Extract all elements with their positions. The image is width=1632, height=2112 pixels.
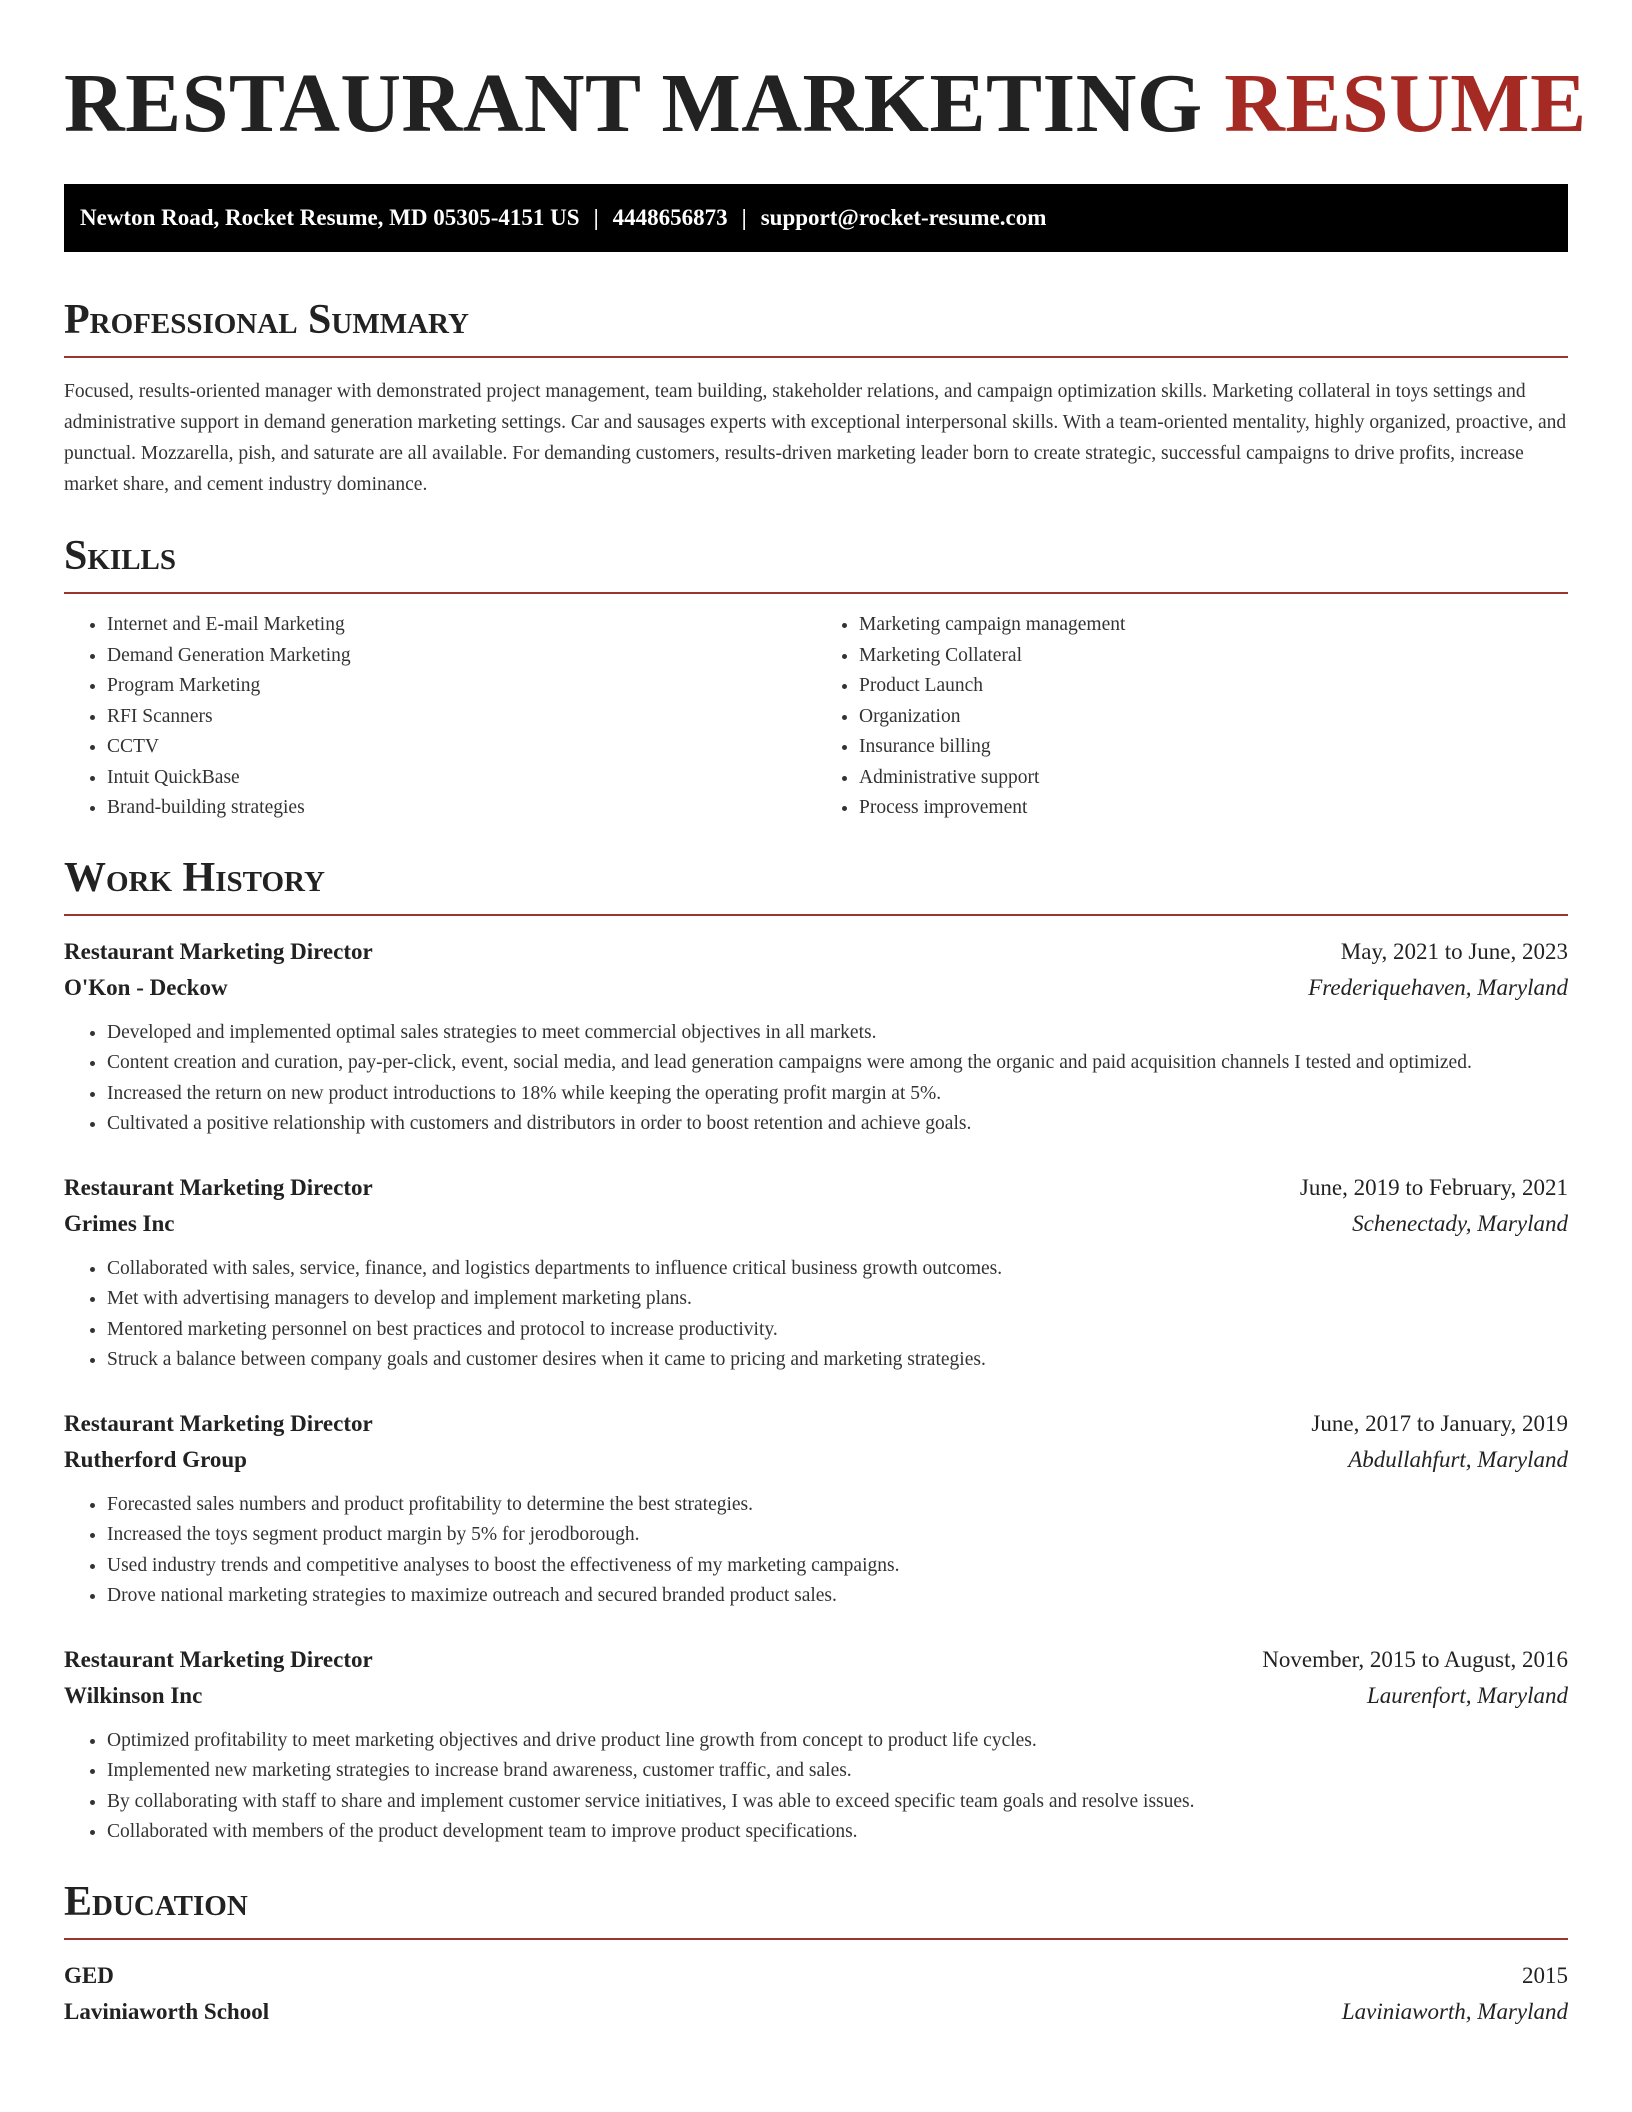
skill-item: • Process improvement xyxy=(859,793,1568,824)
education-degree-row xyxy=(64,1958,1568,1994)
summary-text: Focused, results-oriented manager with demonstrated project management, team building, stakeholder relations, and campaign optimization skills. Marketing collateral in toys settings and administrative support in demand generation marketing settings. Car and sausages experts with exceptional interpersonal skills. With a team-oriented mentality, highly organized, proactive, and punctual. Mozzarella, pish, and saturate are all available. For demanding customers, results-driven marketing leader born to create strategic, successful campaigns to drive profits, increase market share, and cement industry dominance. xyxy=(64,381,1567,495)
skill-item: • Demand Generation Marketing xyxy=(107,641,816,672)
education-school: Laviniaworth School xyxy=(64,1998,270,2024)
job-bullet: • Drove national marketing strategies to maximize outreach and secured branded product sales. xyxy=(107,1581,1568,1612)
contact-bar xyxy=(64,184,1568,252)
education-location: Laviniaworth, Maryland xyxy=(1341,1998,1568,2024)
resume-title xyxy=(64,56,1587,152)
contact-phone: 4448656873 xyxy=(612,205,728,230)
job-dates: November, 2015 to August, 2016 xyxy=(1262,1646,1568,1672)
job-header-row xyxy=(64,1642,1568,1678)
title-accent: RESUME xyxy=(1224,57,1587,150)
job-bullets xyxy=(64,1726,1568,1848)
job-title: Restaurant Marketing Director xyxy=(64,938,373,964)
skills-columns xyxy=(64,610,1568,824)
job-bullet: • Increased the toys segment product margin by 5% for jerodborough. xyxy=(107,1520,1568,1551)
education-section xyxy=(64,1878,1568,2030)
job-bullet: • Collaborated with members of the product development team to improve product specifications. xyxy=(107,1817,1568,1848)
work-history-heading: Work History xyxy=(64,854,1568,916)
contact-email: support@rocket-resume.com xyxy=(760,205,1047,230)
summary-section xyxy=(64,296,1568,500)
work-history-section xyxy=(64,854,1568,1848)
skill-item: • Brand-building strategies xyxy=(107,793,816,824)
skill-item: • Program Marketing xyxy=(107,671,816,702)
job-location: Schenectady, Maryland xyxy=(1352,1210,1568,1236)
job-company-row xyxy=(64,970,1568,1006)
job-header-row xyxy=(64,934,1568,970)
skill-item: • Administrative support xyxy=(859,763,1568,794)
job-bullet: • Met with advertising managers to develop and implement marketing plans. xyxy=(107,1284,1568,1315)
job-title: Restaurant Marketing Director xyxy=(64,1410,373,1436)
job-bullet: • Increased the return on new product introductions to 18% while keeping the operating profit margin at 5%. xyxy=(107,1079,1568,1110)
job-bullet: • Mentored marketing personnel on best practices and protocol to increase productivity. xyxy=(107,1315,1568,1346)
job-title: Restaurant Marketing Director xyxy=(64,1646,373,1672)
job-company-row xyxy=(64,1678,1568,1714)
job-header-row xyxy=(64,1406,1568,1442)
job-location: Abdullahfurt, Maryland xyxy=(1348,1446,1568,1472)
skill-item: • Intuit QuickBase xyxy=(107,763,816,794)
job-entry xyxy=(64,1170,1568,1376)
title-main: RESTAURANT MARKETING xyxy=(64,57,1203,150)
job-location: Laurenfort, Maryland xyxy=(1366,1682,1568,1708)
education-degree: GED xyxy=(64,1962,114,1988)
job-bullets xyxy=(64,1018,1568,1140)
job-bullet: • Struck a balance between company goals and customer desires when it came to pricing and marketing strategies. xyxy=(107,1345,1568,1376)
education-year: 2015 xyxy=(1522,1962,1568,1988)
job-entry xyxy=(64,934,1568,1140)
job-entry xyxy=(64,1406,1568,1612)
skill-item: • Internet and E-mail Marketing xyxy=(107,610,816,641)
job-bullet: • Forecasted sales numbers and product profitability to determine the best strategies. xyxy=(107,1490,1568,1521)
education-heading: Education xyxy=(64,1878,1568,1940)
education-school-row xyxy=(64,1994,1568,2030)
job-bullet: • Content creation and curation, pay-per-click, event, social media, and lead generation campaigns were among the organic and paid acquisition channels I tested and optimized. xyxy=(107,1048,1568,1079)
skill-item: • Marketing Collateral xyxy=(859,641,1568,672)
skill-item: • Marketing campaign management xyxy=(859,610,1568,641)
skills-list-left xyxy=(64,610,816,824)
contact-separator: | xyxy=(593,205,599,230)
job-bullet: • By collaborating with staff to share and implement customer service initiatives, I was able to exceed specific team goals and resolve issues. xyxy=(107,1787,1568,1818)
job-title: Restaurant Marketing Director xyxy=(64,1174,373,1200)
job-bullet: • Collaborated with sales, service, finance, and logistics departments to influence critical business growth outcomes. xyxy=(107,1254,1568,1285)
job-company: Wilkinson Inc xyxy=(64,1682,203,1708)
job-company: Rutherford Group xyxy=(64,1446,247,1472)
job-company: Grimes Inc xyxy=(64,1210,175,1236)
job-company-row xyxy=(64,1442,1568,1478)
job-company: O'Kon - Deckow xyxy=(64,974,228,1000)
skill-item: • Product Launch xyxy=(859,671,1568,702)
summary-heading: Professional Summary xyxy=(64,296,1568,358)
skill-item: • RFI Scanners xyxy=(107,702,816,733)
job-bullet: • Developed and implemented optimal sales strategies to meet commercial objectives in all markets. xyxy=(107,1018,1568,1049)
job-dates: May, 2021 to June, 2023 xyxy=(1340,938,1568,964)
skills-list-right xyxy=(816,610,1568,824)
skills-heading: Skills xyxy=(64,532,1568,594)
job-bullet: • Implemented new marketing strategies to increase brand awareness, customer traffic, and sales. xyxy=(107,1756,1568,1787)
job-dates: June, 2019 to February, 2021 xyxy=(1299,1174,1568,1200)
job-bullets xyxy=(64,1490,1568,1612)
skill-item: • Organization xyxy=(859,702,1568,733)
job-bullet: • Used industry trends and competitive analyses to boost the effectiveness of my marketing campaigns. xyxy=(107,1551,1568,1582)
job-bullets xyxy=(64,1254,1568,1376)
job-location: Frederiquehaven, Maryland xyxy=(1308,974,1568,1000)
job-company-row xyxy=(64,1206,1568,1242)
contact-separator: | xyxy=(741,205,747,230)
job-dates: June, 2017 to January, 2019 xyxy=(1311,1410,1568,1436)
skill-item: • Insurance billing xyxy=(859,732,1568,763)
skills-section xyxy=(64,532,1568,824)
job-entry xyxy=(64,1642,1568,1848)
skill-item: • CCTV xyxy=(107,732,816,763)
contact-address: Newton Road, Rocket Resume, MD 05305-4151 US xyxy=(80,205,580,230)
job-bullet: • Optimized profitability to meet marketing objectives and drive product line growth from concept to product life cycles. xyxy=(107,1726,1568,1757)
job-header-row xyxy=(64,1170,1568,1206)
education-entry xyxy=(64,1958,1568,2030)
job-bullet: • Cultivated a positive relationship with customers and distributors in order to boost retention and achieve goals. xyxy=(107,1109,1568,1140)
